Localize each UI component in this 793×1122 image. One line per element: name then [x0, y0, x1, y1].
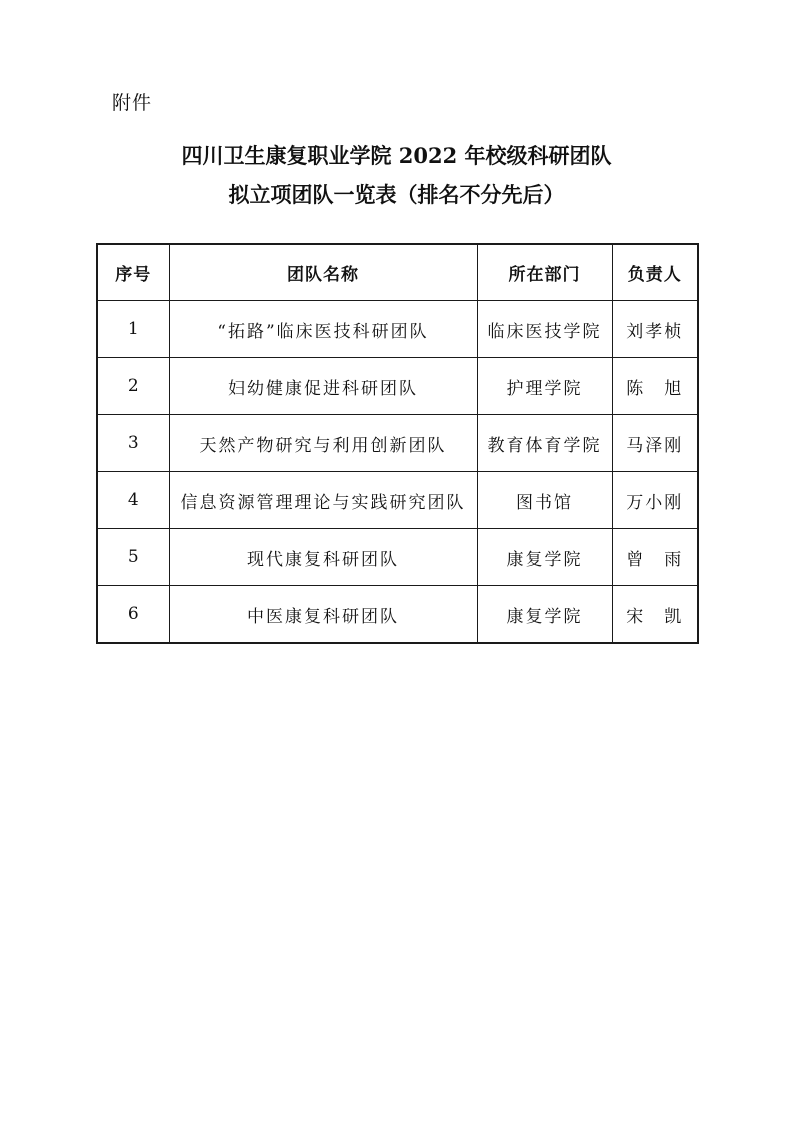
row-serial-number: 6: [97, 586, 169, 644]
row-team-name: 现代康复科研团队: [169, 529, 477, 586]
header-leader: 负责人: [612, 244, 698, 301]
row-team-name: 信息资源管理理论与实践研究团队: [169, 472, 477, 529]
row-department: 临床医技学院: [477, 301, 612, 358]
table-header-row: [97, 244, 698, 301]
document-title-line-1: 四川卫生康复职业学院 2022 年校级科研团队: [181, 143, 612, 168]
row-leader: 曾 雨: [612, 529, 698, 586]
header-serial-number: 序号: [97, 244, 169, 301]
row-leader: 陈 旭: [612, 358, 698, 415]
table-row: [97, 415, 698, 472]
row-department: 康复学院: [477, 586, 612, 644]
row-serial-number: 1: [97, 301, 169, 358]
row-department: 护理学院: [477, 358, 612, 415]
header-department: 所在部门: [477, 244, 612, 301]
row-team-name: 天然产物研究与利用创新团队: [169, 415, 477, 472]
row-department: 教育体育学院: [477, 415, 612, 472]
team-list-table: [96, 243, 699, 644]
table-row: [97, 301, 698, 358]
header-team-name: 团队名称: [169, 244, 477, 301]
row-leader: 宋 凯: [612, 586, 698, 644]
document-title-line-2: 拟立项团队一览表（排名不分先后）: [228, 182, 565, 207]
row-team-name: 妇幼健康促进科研团队: [169, 358, 477, 415]
row-leader: 万小刚: [612, 472, 698, 529]
row-team-name: 中医康复科研团队: [169, 586, 477, 644]
attachment-label: 附件: [112, 92, 153, 114]
row-department: 康复学院: [477, 529, 612, 586]
row-serial-number: 5: [97, 529, 169, 586]
row-serial-number: 2: [97, 358, 169, 415]
table-row: [97, 586, 698, 644]
row-serial-number: 4: [97, 472, 169, 529]
row-department: 图书馆: [477, 472, 612, 529]
row-leader: 刘孝桢: [612, 301, 698, 358]
row-team-name: “拓路”临床医技科研团队: [169, 301, 477, 358]
table-row: [97, 472, 698, 529]
row-serial-number: 3: [97, 415, 169, 472]
row-leader: 马泽刚: [612, 415, 698, 472]
table-row: [97, 358, 698, 415]
table-row: [97, 529, 698, 586]
